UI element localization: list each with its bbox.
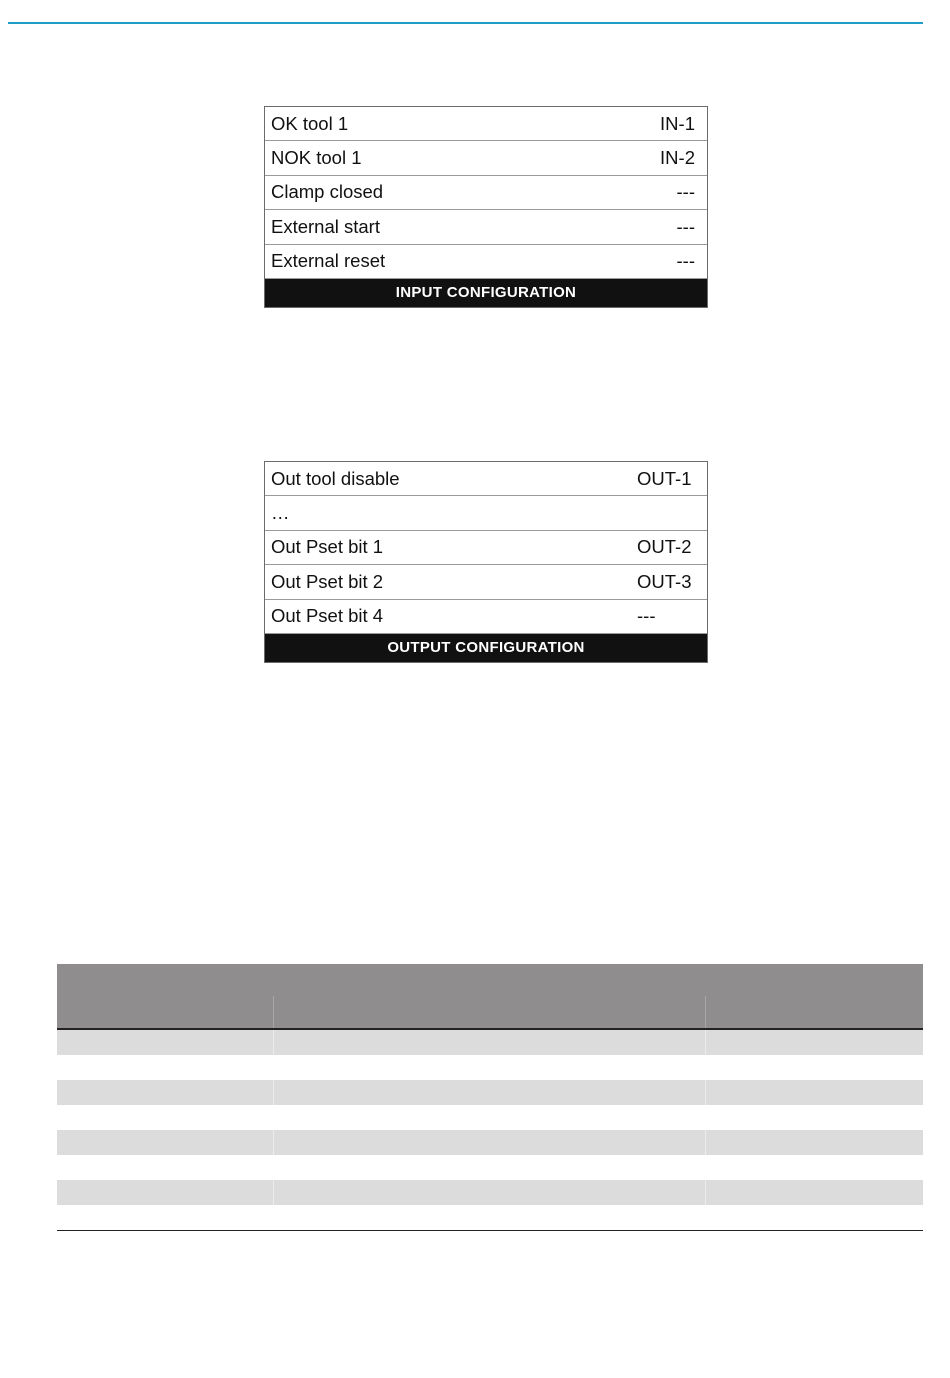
config-row[interactable] <box>265 531 707 565</box>
row-label: External reset <box>271 250 386 272</box>
panel-footer-title: OUTPUT CONFIGURATION <box>265 634 707 662</box>
table-row <box>57 1030 923 1055</box>
config-row[interactable] <box>265 245 707 279</box>
config-row[interactable] <box>265 176 707 210</box>
row-label: NOK tool 1 <box>271 147 362 169</box>
table-bottom-rule <box>57 1230 923 1231</box>
config-row[interactable] <box>265 565 707 599</box>
blank-table <box>57 964 923 1231</box>
row-label: Out Pset bit 2 <box>271 570 384 592</box>
table-row <box>57 1105 923 1130</box>
row-label: External start <box>271 215 380 237</box>
row-value: --- <box>676 215 695 237</box>
row-value: --- <box>676 250 695 272</box>
config-row[interactable] <box>265 141 707 175</box>
table-row <box>57 1130 923 1155</box>
row-value: OUT-2 <box>637 536 692 558</box>
table-row <box>57 1205 923 1230</box>
table-row <box>57 1155 923 1180</box>
top-rule <box>8 22 923 24</box>
table-row <box>57 1180 923 1205</box>
config-row[interactable] <box>265 496 707 530</box>
row-label: Out Pset bit 1 <box>271 536 384 558</box>
row-value: IN-2 <box>660 147 695 169</box>
table-header-row <box>57 996 923 1030</box>
row-label: Clamp closed <box>271 181 384 203</box>
config-row[interactable] <box>265 462 707 496</box>
output-configuration-panel <box>264 461 708 663</box>
row-label: OK tool 1 <box>271 112 349 134</box>
row-value: IN-1 <box>660 112 695 134</box>
row-value: --- <box>676 181 695 203</box>
row-value: OUT-3 <box>637 570 692 592</box>
panel-footer-title: INPUT CONFIGURATION <box>265 279 707 307</box>
table-header-cell <box>57 996 273 1028</box>
row-value: OUT-1 <box>637 467 692 489</box>
table-title-bar <box>57 964 923 996</box>
config-row[interactable] <box>265 210 707 244</box>
row-label: Out tool disable <box>271 467 400 489</box>
table-row <box>57 1055 923 1080</box>
table-header-cell <box>273 996 705 1028</box>
table-header-cell <box>705 996 923 1028</box>
input-configuration-panel <box>264 106 708 308</box>
row-label: … <box>271 502 290 524</box>
table-row <box>57 1080 923 1105</box>
row-value: --- <box>637 605 656 627</box>
config-row[interactable] <box>265 107 707 141</box>
row-label: Out Pset bit 4 <box>271 605 384 627</box>
config-row[interactable] <box>265 600 707 634</box>
